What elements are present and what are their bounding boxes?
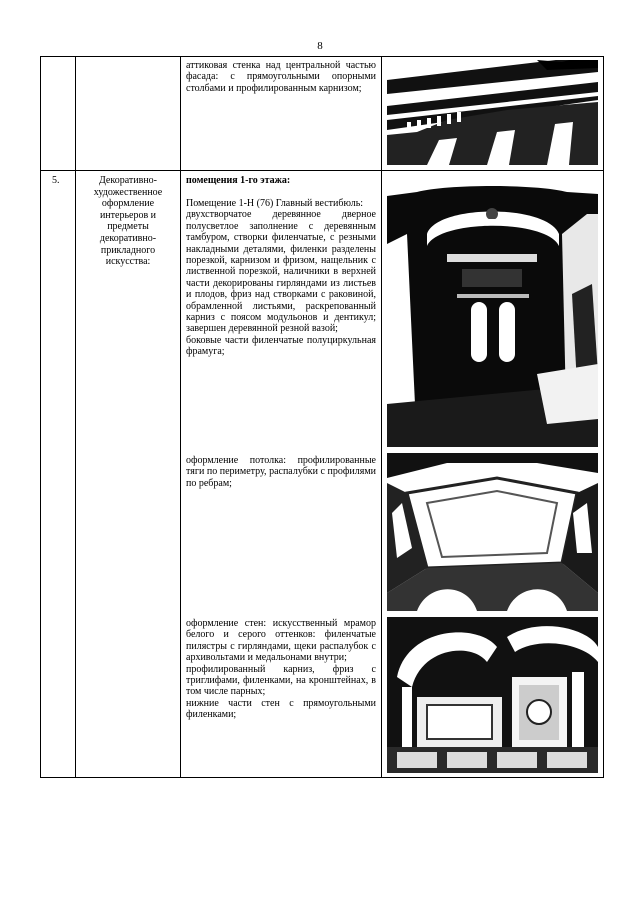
facade-attic-photo — [387, 60, 598, 165]
table-border-bottom — [40, 777, 604, 778]
table-divider-2 — [180, 56, 181, 778]
table-row-separator — [40, 170, 604, 171]
lower-walls-text: нижние части стен с прямоугольными филенками; — [186, 697, 376, 721]
vestibule-ceiling-photo — [387, 453, 598, 611]
attic-wall-description: аттиковая стенка над центральной частью фасада: с прямоугольными опорными столбами и профилированным карнизом; — [186, 60, 376, 94]
table-border-left — [40, 56, 41, 778]
ceiling-description: оформление потолка: профилированные тяги по периметру, распалубки с профилями по ребрам; — [186, 455, 376, 489]
cornice-text: профилированный карниз, фриз с триглифами, филенками, на кронштейнах, в том числе парных; — [186, 663, 376, 698]
walls-description — [186, 618, 376, 721]
row-category: Декоративно-художественное оформление интерьеров и предметы декоративно-прикладного искусства: — [93, 175, 163, 268]
vestibule-walls-photo — [387, 617, 598, 773]
floor-heading: помещения 1-го этажа: — [186, 175, 291, 186]
table-divider-1 — [75, 56, 76, 778]
door-description: двухстворчатое деревянное дверное полусветлое заполнение с деревянным тамбуром, створки филенчатые, с резными накладными деталями, филенки разделены порезкой, карнизом и фризом, нащельник с лиственной порезкой, наличники в верхней части декорированы гирляндами из листьев и плодов, фриз над створками с раковиной, обрамленной листьями, раскрепованный карниз с поясом модульонов и дентикул; завершен деревянной резной вазой; — [186, 209, 376, 335]
vestibule-description — [186, 198, 376, 358]
table-border-top — [40, 56, 604, 57]
page-number: 8 — [317, 40, 323, 52]
table-border-right — [603, 56, 604, 778]
vestibule-door-photo — [387, 174, 598, 447]
side-parts-description: боковые части филенчатые полуциркульная фрамуга; — [186, 334, 376, 358]
room-title: Помещение 1-Н (76) Главный вестибюль: — [186, 198, 364, 209]
row-number: 5. — [52, 175, 60, 186]
walls-marble-text: оформление стен: искусственный мрамор белого и серого оттенков: филенчатые пилястры с гирляндами, щеки распалубок с архивольтами и медальонами внутри; — [186, 618, 376, 664]
table-divider-3 — [381, 56, 382, 778]
